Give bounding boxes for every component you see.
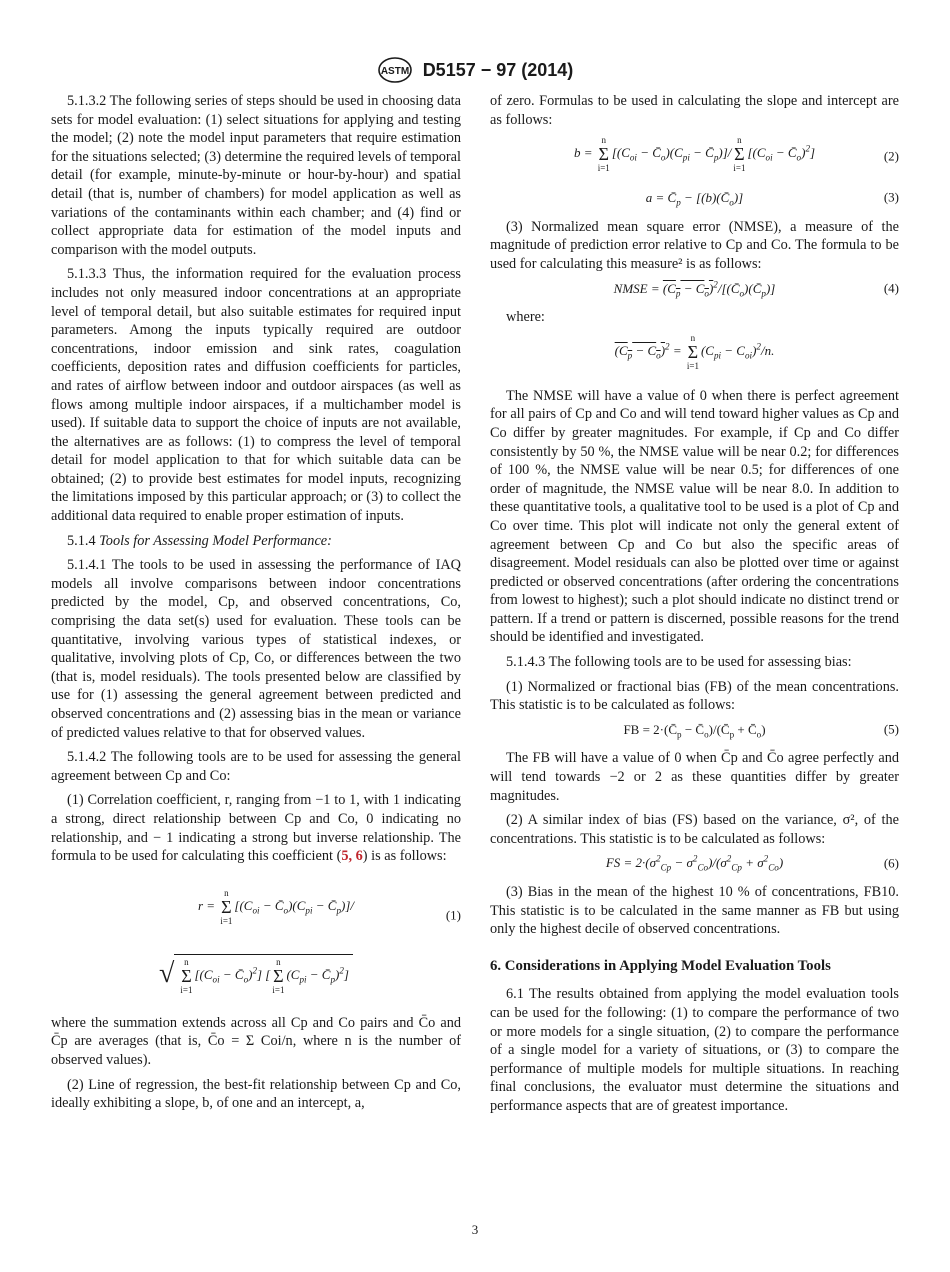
equation-6: FS = $2\cdot(\sigma^2_{Cp} - \sigma^2_{Co})/(\sigma^2_{Cp} + \sigma^2_{Co})$ (6) bbox=[605, 854, 899, 873]
equation-number: (4) bbox=[883, 280, 899, 296]
para-fb-discussion: The FB will have a value of 0 when C̄p and C̄o agree perfectly and will tend towards −2 or 2 as these quantities differ by greater magnitudes. bbox=[490, 750, 899, 804]
left-column bbox=[51, 92, 461, 1119]
equation-4-definition: $(C_p - C_o)^2 = n$ Σ $i=1(C_{pi} - C_{oi})^2/n$. bbox=[614, 332, 775, 371]
equation-1-denominator: √ n Σ $i=1[(C_{oi}$ − $C̄_o)^2$] [n Σ $i=1(C_{pi}$ − $C̄_p)^2$] bbox=[51, 954, 461, 1004]
para-where: where: bbox=[506, 309, 545, 326]
para-6-1: 6.1 The results obtained from applying the model evaluation tools can be used for the following: (1) to compare the performance of two or more models for a single situation, (2) to compare the performance of a single model for a variety of situations, or (3) to compare the performance of multiple models for multiple situations. In reaching final conclusions, the evaluator must determine the situations and performance aspects that are of greatest importance. bbox=[490, 986, 899, 1114]
para-fs: (2) A similar index of bias (FS) based on the variance, σ², of the concentrations. This statistic is to be calculated as follows: bbox=[490, 812, 899, 847]
para-regression: (2) Line of regression, the best-fit relationship between Cp and Co, ideally exhibiting a slope, b, of one and an intercept, a, bbox=[51, 1076, 461, 1112]
para-5-1-3-2: 5.1.3.2 The following series of steps should be used in choosing data sets for model evaluation: (1) select situations for applying and testing the model; (2) note the model input parameters that require estimation for the situations selected; (3) determine the required levels of temporal detail (for example, minute-by-minute or hour-by-hour) and spatial detail (that is, number of chambers) for model application as well as variations of the contaminants within each chamber; and (4) find or collect appropriate data for estimation of the model inputs and comparison with the model outputs. bbox=[51, 93, 461, 258]
equation-1 bbox=[51, 888, 461, 944]
para-5-1-3-3: 5.1.3.3 Thus, the information required for the evaluation process includes not only measured indoor concentrations at an appropriate level of temporal detail, but also suitable estimates for required input parameters. Among the inputs typically required are outdoor concentrations, indoor emission and sink rates, coagulation coefficients, deposition rates and diffusion coefficients for particles, and rates of airflow between indoor and outdoor airspaces (as well as flows among multiple indoor airspaces, if a multichamber model is used). If suitable data to support the choice of inputs are not available, the alternatives are as follows: (1) to compress the level of temporal detail for model application to that for which suitable data can be obtained; (2) to provide best estimates for model inputs, recognizing the limitations imposed by this particular approach; or (3) to collect the additional data required to enable proper estimation of inputs. bbox=[51, 266, 461, 525]
para-fb10: (3) Bias in the mean of the highest 10 % of concentrations, FB10. This statistic is to be calculated in the same manner as FB but using only the highest decile of observed concentrations. bbox=[490, 884, 899, 938]
reference-link[interactable]: 5, 6 bbox=[341, 848, 363, 865]
equation-2: b = n Σ $i=1[(C_{oi}$ − $C̄_o)(C_{pi}$ − $C̄_p)]/n$ Σ $i=1[(C_{oi}$ − $C̄_o)^2$] (2) bbox=[573, 135, 899, 174]
equation-3: $a = C̄_p$ − $[(b)(C̄_o)]$ (3) bbox=[645, 190, 899, 208]
astm-logo-text: ASTM bbox=[380, 66, 409, 77]
section-6-heading: 6. Considerations in Applying Model Evaluation Tools bbox=[490, 957, 831, 974]
document-id: D5157 − 97 (2014) bbox=[422, 59, 574, 80]
para-where-summation: where the summation extends across all Cp and Co pairs and C̄o and C̄p are averages (that is, C̄o = Σ Coi/n, where n is the number of observed values). bbox=[51, 1014, 461, 1068]
equation-number: (2) bbox=[883, 148, 899, 164]
para-5-1-4 bbox=[51, 532, 461, 551]
para-nmse-discussion: The NMSE will have a value of 0 when there is perfect agreement for all pairs of Cp and Co and will tend toward higher values as Cp and Co differ by greater magnitudes. For example, if Cp and Co differ consistently by 50 %, the NMSE value will be near 0.2; for differences of 100 %, the NMSE value will be near 0.5; for differences of one order of magnitude, the NMSE value will be near 8.0. In addition to these quantitative tools, a qualitative tool to be used is a plot of Cp and Co over time. This plot will indicate not only the general extent of agreement between Cp and Co but also the specific areas of disagreement. Model residuals can also be plotted over time or against predicted or observed concentrations (after ordering the concentrations from lowest to highest); such a plot should indicate no distinct trend or pattern. If a trend or pattern is discerned, possible reasons for the trend should be identified and investigated. bbox=[490, 387, 899, 646]
para-nmse: (3) Normalized mean square error (NMSE), a measure of the magnitude of prediction error relative to Cp and Co. The formula to be used for calculating this measure² is as follows: bbox=[490, 218, 899, 272]
para-fb: (1) Normalized or fractional bias (FB) of the mean concentrations. This statistic is to be calculated as follows: bbox=[490, 678, 899, 714]
para-correlation: (1) Correlation coefficient, r, ranging from −1 to 1, with 1 indicating a strong, direct relationship between Cp and Co, 0 indicating no relationship, and − 1 indicating a strong but inverse relationship. The formula to be used for calculating this coefficient (5, 6) is as follows: bbox=[51, 792, 461, 865]
para-5-1-4-3: 5.1.4.3 The following tools are to be used for assessing bias: bbox=[506, 654, 852, 671]
right-column bbox=[490, 92, 899, 1122]
para-5-1-4-1: 5.1.4.1 The tools to be used in assessing the performance of IAQ models all involve comparisons between indoor concentrations predicted by the model, Cp, and observed concentrations, Co, comprising the data set(s) used for evaluation. These tools can be quantitative, involving various types of statistical indexes, or qualitative, involving plots of Cp, Co, or differences between the two (that is, model residuals). The tools presented below are classified by use for (1) assessing the general agreement between predicted and observed concentrations and (2) assessing bias in the mean or variance of predicted values relative to that for observed values. bbox=[51, 557, 461, 741]
para-title: Tools for Assessing Model Performance: bbox=[99, 532, 332, 549]
para-number: 5.1.4 bbox=[67, 532, 96, 549]
astm-logo-icon bbox=[377, 56, 413, 84]
equation-number: (6) bbox=[883, 855, 899, 871]
equation-number: (5) bbox=[883, 721, 899, 737]
para-continued: of zero. Formulas to be used in calculating the slope and intercept are as follows: bbox=[490, 93, 899, 128]
equation-4: NMSE = ($C_p$ − $C_o)^2/[(C̄_o)(C̄_p)]$ (4) bbox=[613, 279, 899, 299]
para-5-1-4-2: 5.1.4.2 The following tools are to be used for assessing the general agreement between Cp and Co: bbox=[51, 749, 461, 784]
equation-5: FB = $2\cdot(C̄_p$ − $C̄_o)/(C̄_p$ + $C̄_o$) (5) bbox=[623, 721, 899, 740]
equation-number: (3) bbox=[883, 190, 899, 206]
equation-1-formula: r = n Σ $i=1[(C_{oi}$ − $C̄_o)(C_{pi}$ − $C̄_p)]/$ bbox=[198, 887, 354, 926]
page-number: 3 bbox=[471, 1222, 479, 1237]
equation-number: (1) bbox=[445, 907, 461, 923]
page-header bbox=[0, 56, 950, 84]
